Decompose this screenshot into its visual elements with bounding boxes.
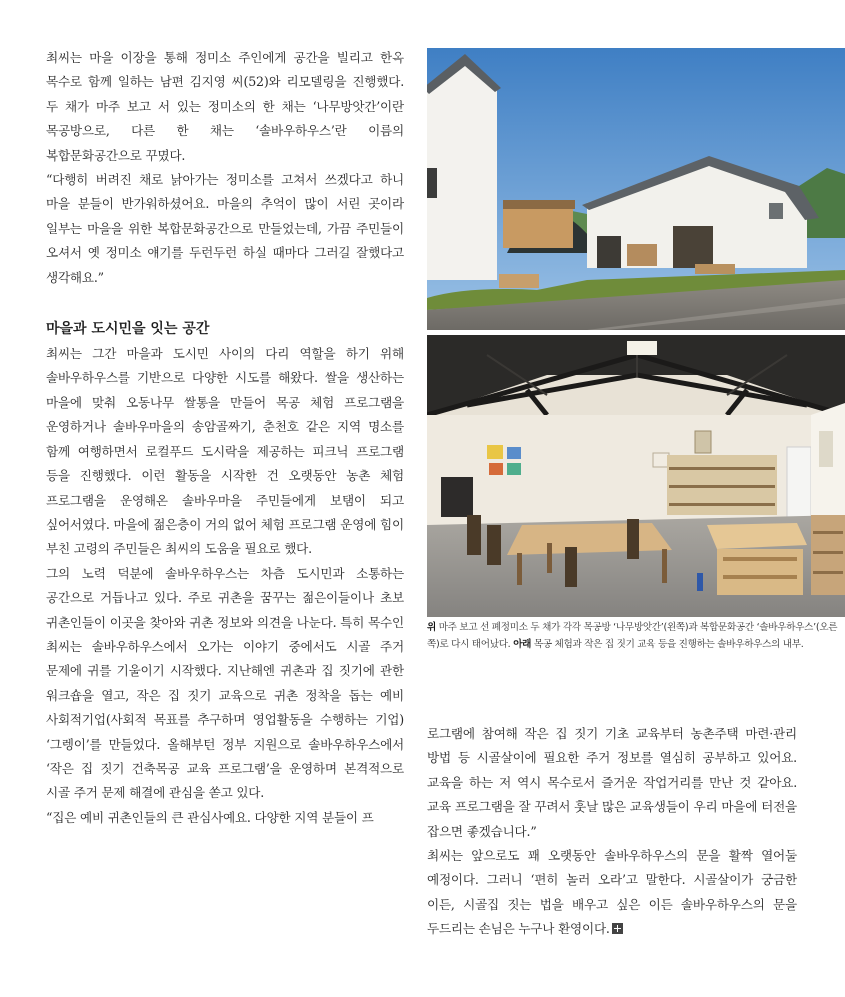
article-paragraph: 그의 노력 덕분에 솔바우하우스는 차츰 도시민과 소통하는 공간으로 거듭나고 있다. 주로 귀촌을 꿈꾸는 젊은이들이나 초보 귀촌인들이 이곳을 찾아와 귀촌 정보와 의견을 나눈다. 특히 목수인 최씨는 솔바우하우스에서 오가는 이야기 중에서도 시골 주거 문제에 귀를 기울이기 시작했다. 지난해엔 귀촌과 집 짓기에 관한 워크숍을 열고, 작은 집 짓기 교육으로 귀촌 정착을 돕는 예비 사회적기업(사회적 목표를 추구하며 영업활동을 수행하는 기업) ‘그렝이’를 만들었다. 올해부턴 정부 지원으로 솔바우하우스에서 ‘작은 집 짓기 건축목공 교육 프로그램’을 운영하며 본격적으로 시골 주거 문제 해결에 관심을 쏟고 있다.: [46, 565, 404, 801]
closing-text: 최씨는 앞으로도 꽤 오랫동안 솔바우하우스의 문을 활짝 열어둘 예정이다. 그러니 ‘편히 놀러 오라’고 말한다. 시골살이가 궁금한 이든, 시골집 짓는 법을 배우고 싶은 이든 솔바우하우스의 문을 두드리는 손님은 누구나 환영이다.: [427, 848, 797, 937]
article-quote: “다행히 버려진 채로 낡아가는 정미소를 고쳐서 쓰겠다고 하니 마을 분들이 반가워하셨어요. 마을의 추억이 많이 서린 곳이라 일부는 마을을 위한 복합문화공간으로 만들었는데, 가끔 주민들이 오셔서 옛 정미소 얘기를 두런두런 하실 때마다 그러길 잘했다고 생각해요.”: [46, 172, 404, 285]
caption-label-bottom: 아래: [513, 638, 532, 650]
caption-label-top: 위: [427, 622, 436, 633]
article-paragraph: 최씨는 그간 마을과 도시민 사이의 다리 역할을 하기 위해 솔바우하우스를 기반으로 다양한 시도를 해왔다. 쌀을 생산하는 마을에 맞춰 오동나무 쌀통을 만들어 목공 체험 프로그램을 운영하거나 솔바우마을의 송암골짜기, 춘천호 같은 지역 명소를 함께 여행하면서 로컬푸드 도시락을 제공하는 피크닉 프로그램 등을 진행했다. 이런 활동을 시작한 건 오랫동안 농촌 체험 프로그램을 운영해온 솔바우마을 주민들에게 보탬이 되고 싶어서였다. 마을에 젊은층이 거의 없어 체험 프로그램 운영에 힘이 부친 고령의 주민들은 최씨의 도움을 필요로 했다.: [46, 346, 404, 557]
section-heading: 마을과 도시민을 잇는 공간: [46, 321, 210, 338]
article-paragraph: [427, 844, 797, 942]
photo-caption: [427, 620, 845, 653]
photo-interior: [427, 335, 845, 617]
article-paragraph: 최씨는 마을 이장을 통해 정미소 주인에게 공간을 빌리고 한옥 목수로 함께 일하는 남편 김지영 씨(52)와 리모델링을 진행했다. 두 채가 마주 보고 서 있는 정미소의 한 채는 ‘나무방앗간’이란 목공방으로, 다른 한 채는 ‘솔바우하우스’란 이름의 복합문화공간으로 꾸몄다.: [46, 50, 404, 163]
caption-text-bottom: 목공 체험과 작은 집 짓기 교육 등을 진행하는 솔바우하우스의 내부.: [531, 638, 804, 650]
photo-exterior: [427, 48, 845, 330]
article-quote: 로그램에 참여해 작은 집 짓기 기초 교육부터 농촌주택 마련·관리 방법 등 시골살이에 필요한 주거 정보를 열심히 공부하고 있어요. 교육을 하는 저 역시 목수로서 즐거운 작업거리를 만난 것 같아요. 교육 프로그램을 잘 꾸려서 훗날 많은 교육생들이 우리 마을에 터전을 잡으면 좋겠습니다.”: [427, 726, 797, 839]
left-column: [46, 46, 404, 830]
caption-text-top: 마주 보고 선 폐정미소 두 채가 각각 목공방 ‘나무방앗간’(왼쪽)과 복합문화공간 ‘솔바우하우스’(오른쪽)로 다시 태어났다.: [427, 622, 838, 650]
article-quote: “집은 예비 귀촌인들의 큰 관심사예요. 다양한 지역 분들이 프: [46, 809, 374, 825]
end-mark-icon: [612, 923, 623, 934]
right-column: [427, 722, 797, 942]
